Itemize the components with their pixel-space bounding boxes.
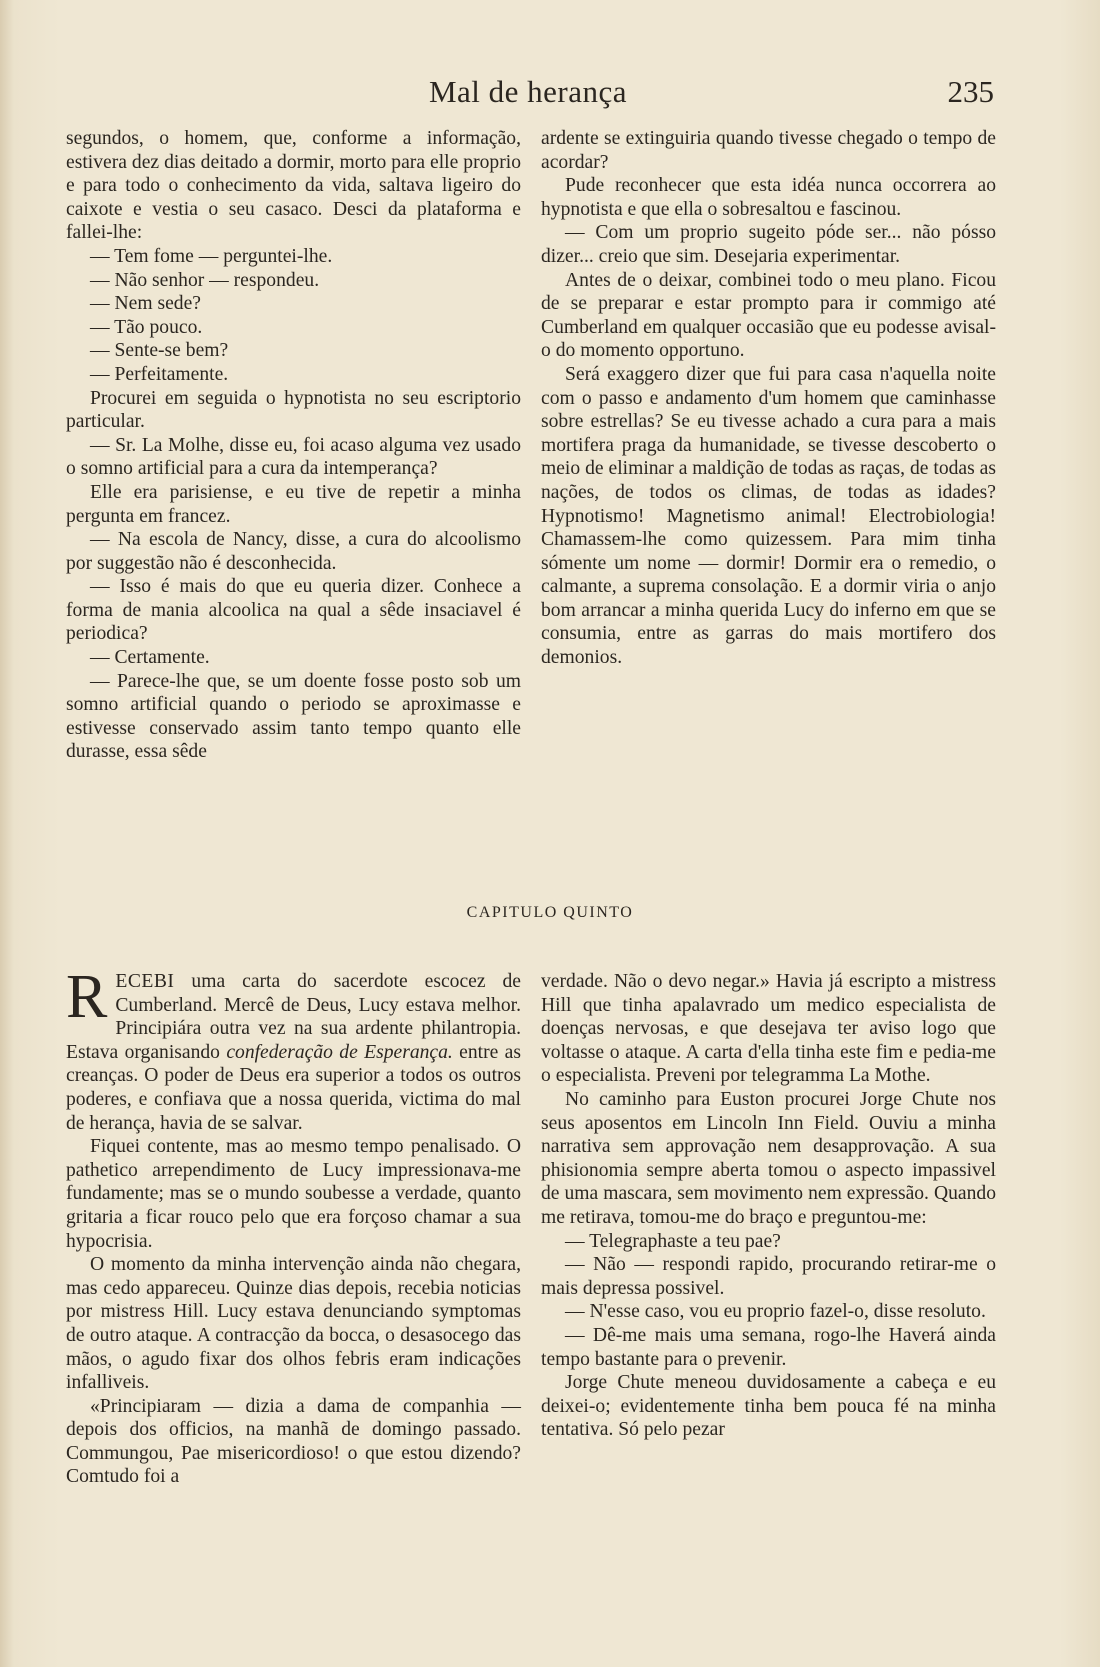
paragraph: Antes de o deixar, combinei todo o meu plano. Ficou de se preparar e estar prompto para ir commigo até Cumberland em qualquer occasião que eu podesse avisal-o do momento opportuno. [541,269,996,362]
drop-cap: R [66,963,108,1031]
paragraph: Será exaggero dizer que fui para casa n'aquella noite com o passo e andamento d'um homem que caminhasse sobre estrellas? Se eu tivesse achado a cura para a mais mortifera praga da humanidade, se tivesse descoberto o meio de eliminar a maldição de todas as raças, de todas as nações, de todos os climas, de todas as idades? Hypnotismo! Magnetismo animal! Electrobiologia! Chamassem-lhe como quizessem. Para mim tinha sómente um nome — dormir! Dormir era o remedio, o calmante, a suprema consolação. E a dormir viria o anjo bom arrancar a minha querida Lucy do inferno em que se consumia, entre as garras do mais mortifero dos demonios. [541,363,996,669]
bottom-left-column [66,963,521,1489]
dialogue-line: — Não — respondi rapido, procurando retirar-me o mais depressa possivel. [541,1254,996,1299]
paragraph: Pude reconhecer que esta idéa nunca occorrera ao hypnotista e que ella o sobresaltou e fascinou. [541,175,996,220]
dialogue-line: — Nem sede? [90,293,201,315]
running-title: Mal de herança [428,74,628,109]
dialogue-line: — Dê-me mais uma semana, rogo-lhe Haverá ainda tempo bastante para o prevenir. [541,1324,996,1370]
text-run: uma carta do sacerdote escocez de Cumberland. Mercê de Deus, Lucy estava melhor. Principiára outra vez na sua ardente philantropia. Estava organisando [66,971,521,1063]
dialogue-line: — Com um proprio sugeito póde ser... não pósso dizer... creio que sim. Desejaria experimentar. [541,222,996,267]
text-run: entre as creanças. O poder de Deus era superior a todos os outros poderes, e confiava que a nossa querida, victima do mal de herança, havia de se salvar. [66,1041,521,1134]
dialogue-line: — Tão pouco. [90,316,203,338]
paragraph: «Principiaram — dizia a dama de companhia — depois dos officios, na manhã de domingo passado. Commungou, Pae misericordioso! o que estou dizendo? Comtudo foi a [66,1395,521,1488]
chapter-heading: CAPITULO QUINTO [466,904,634,921]
page-number: 235 [947,74,994,109]
paragraph: ardente se extinguiria quando tivesse chegado o tempo de acordar? [541,128,996,173]
dialogue-line: — Sente-se bem? [90,340,229,362]
paragraph: O momento da minha intervenção ainda não chegara, mas cedo appareceu. Quinze dias depois, recebia noticias por mistress Hill. Lucy estava denunciando symptomas de outro ataque. A contracção da bocca, o desasocego das mãos, o agudo fixar dos olhos febris eram indicações infalliveis. [66,1254,521,1394]
paragraph: Elle era parisiense, e eu tive de repetir a minha pergunta em francez. [66,481,521,527]
opening-paragraph [66,963,521,1135]
dialogue-line: — Isso é mais do que eu queria dizer. Conhece a forma de mania alcoolica na qual a sêde insaciavel é periodica? [66,576,521,645]
dialogue-line: — Tem fome — perguntei-lhe. [90,245,333,267]
paragraph: Jorge Chute meneou duvidosamente a cabeça e eu deixei-o; evidentemente tinha bem pouca fé na minha tentativa. Só pelo pezar [541,1372,996,1441]
dialogue-line: — Telegraphaste a teu pae? [565,1230,781,1252]
first-word: ECEBI [115,971,175,992]
paragraph: segundos, o homem, que, conforme a informação, estivera dez dias deitado a dormir, morto para elle proprio e para todo o conhecimento da vida, saltava ligeiro do caixote e vestia o seu casaco. Desci da plataforma e fallei-lhe: [66,128,521,244]
bottom-right-column [541,970,996,1442]
dialogue-line: — Certamente. [90,647,210,669]
paragraph: Fiquei contente, mas ao mesmo tempo penalisado. O pathetico arrependimento de Lucy impressionava-me fundamente; mas se o mundo soubesse a verdade, quanto gritaria a ficar rouco pelo que era forçoso chamar a sua hypocrisia. [66,1136,521,1252]
paragraph: No caminho para Euston procurei Jorge Chute nos seus aposentos em Lincoln Inn Field. Ouviu a minha narrativa sem approvação nem desapprovação. A sua phisionomia sempre aberta tomou o aspecto impassivel de uma mascara, sem movimento nem expressão. Quando me retirava, tomou-me do braço e preguntou-me: [541,1088,996,1228]
dialogue-line: — Sr. La Molhe, disse eu, foi acaso alguma vez usado o somno artificial para a cura da intemperança? [66,434,521,480]
italic-title: confederação de Esperança. [226,1041,453,1063]
page-header [62,74,994,118]
dialogue-line: — N'esse caso, vou eu proprio fazel-o, disse resoluto. [565,1301,986,1323]
dialogue-line: — Não senhor — respondeu. [90,269,320,291]
top-left-column [66,127,521,764]
paragraph: verdade. Não o devo negar.» Havia já escripto a mistress Hill que tinha apalavrado um medico especialista de doenças nervosas, e que desejava ter aviso logo que voltasse o ataque. A carta d'ella tinha este fim e pedia-me o especialista. Preveni por telegramma La Mothe. [541,971,996,1087]
top-right-column [541,127,996,670]
dialogue-line: — Perfeitamente. [90,363,229,385]
paragraph: Procurei em seguida o hypnotista no seu escriptorio particular. [66,387,521,433]
dialogue-line: — Na escola de Nancy, disse, a cura do alcoolismo por suggestão não é desconhecida. [66,529,521,574]
dialogue-line: — Parece-lhe que, se um doente fosse posto sob um somno artificial quando o periodo se aproximasse e estivesse conservado assim tanto tempo quanto elle durasse, essa sêde [66,670,521,763]
